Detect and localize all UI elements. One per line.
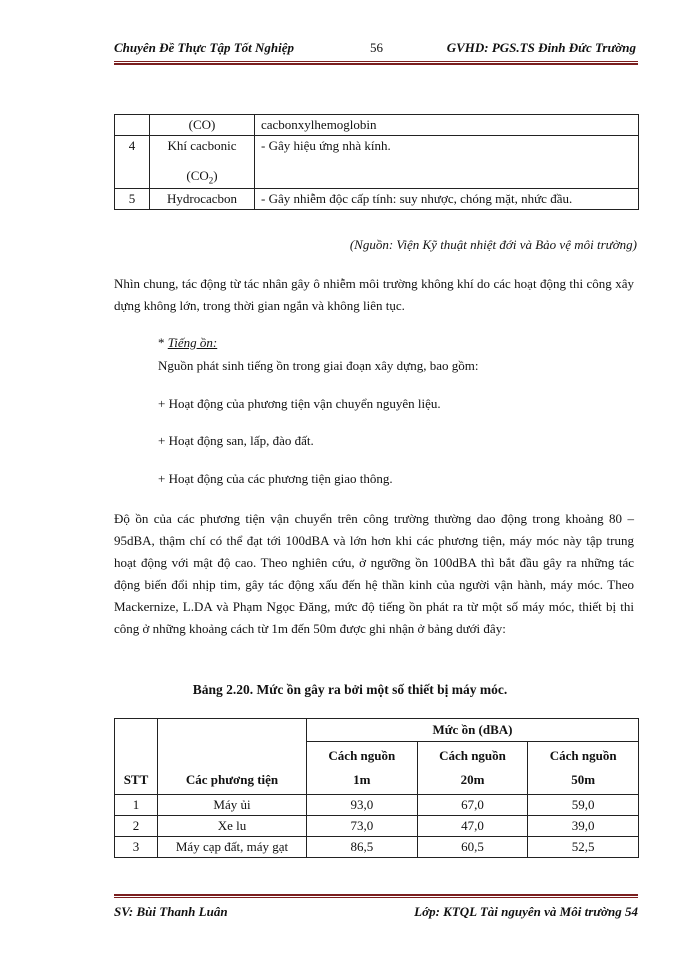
noise-heading: * Tiếng ồn: <box>158 335 218 350</box>
footer-class: Lớp: KTQL Tài nguyên và Môi trường 54 <box>414 904 638 919</box>
header-rule-thick <box>114 63 638 65</box>
table-cell: Máy ủi <box>158 795 307 816</box>
pollutant-formula: $(CO_2)$ <box>186 168 218 186</box>
table-cell: Hydrocacbon <box>150 188 255 209</box>
table-row <box>115 136 639 189</box>
table-cell: 93,0 <box>307 795 418 816</box>
table-cell: - Gây hiệu ứng nhà kính. <box>255 136 639 189</box>
page-header <box>114 38 636 58</box>
table-cell: 2 <box>115 816 158 837</box>
header-noise-group: Mức ồn (dBA) <box>307 719 639 742</box>
noise-level-table <box>114 718 639 858</box>
header-distance: Cách nguồn 50m <box>528 742 639 795</box>
table-cell: Máy cạp đất, máy gạt <box>158 837 307 858</box>
header-advisor: GVHD: PGS.TS Đinh Đức Trường <box>446 40 636 55</box>
pollutant-table <box>114 114 639 210</box>
list-item: + Hoạt động san, lấp, đào đất. <box>158 433 314 448</box>
header-rule-thin <box>114 61 638 62</box>
noise-intro: Nguồn phát sinh tiếng ồn trong giai đoạn xây dựng, bao gồm: <box>158 358 479 373</box>
source-note: (Nguồn: Viện Kỹ thuật nhiệt đới và Bảo vệ môi trường) <box>349 237 637 252</box>
table-cell: 5 <box>115 188 150 209</box>
page-footer <box>114 904 638 922</box>
table-row <box>115 795 639 816</box>
table-cell: 39,0 <box>528 816 639 837</box>
header-stt: STT <box>115 719 158 795</box>
table-cell: 1 <box>115 795 158 816</box>
footer-rule-thin <box>114 897 638 898</box>
table-cell: 73,0 <box>307 816 418 837</box>
table-row <box>115 115 639 136</box>
table-cell: 47,0 <box>417 816 528 837</box>
table-cell: cacbonxylhemoglobin <box>255 115 639 136</box>
header-distance: Cách nguồn 20m <box>417 742 528 795</box>
table-cell: Xe lu <box>158 816 307 837</box>
table-cell: 67,0 <box>417 795 528 816</box>
table-header-row <box>115 719 639 742</box>
table-row <box>115 188 639 209</box>
paragraph-noise-levels: Độ ồn của các phương tiện vận chuyển trên công trường thường dao động trong khoảng 80 – 95dBA, thậm chí có thể đạt tới 100dBA và lớn hơn khi các phương tiện, máy móc này tập trung hoạt động với mật độ cao. Theo nghiên cứu, ở ngưỡng ồn 100dBA thì bắt đầu gây ra những tác động biến đổi nhịp tim, gây tác động xấu đến hệ thần kinh của người vận hành, máy móc. Theo Mackernize, L.DA và Phạm Ngọc Đăng, mức độ tiếng ồn phát ra từ một số máy móc, thiết bị thi công ở những khoảng cách từ 1m đến 50m được ghi nhận ở bảng dưới đây: <box>114 511 634 636</box>
table-cell: (CO) <box>150 115 255 136</box>
table-cell <box>150 136 255 189</box>
table-cell <box>115 115 150 136</box>
list-item: + Hoạt động của các phương tiện giao thông. <box>158 471 393 486</box>
header-vehicle: Các phương tiện <box>158 719 307 795</box>
table-caption: Bảng 2.20. Mức ồn gây ra bởi một số thiết bị máy móc. <box>192 682 508 697</box>
table-cell: 60,5 <box>417 837 528 858</box>
table-cell: - Gây nhiễm độc cấp tính: suy nhược, chóng mặt, nhức đầu. <box>255 188 639 209</box>
table-cell: 59,0 <box>528 795 639 816</box>
table-cell: 86,5 <box>307 837 418 858</box>
table-cell: 4 <box>115 136 150 189</box>
page-number: 56 <box>370 40 383 55</box>
header-title: Chuyên Đề Thực Tập Tốt Nghiệp <box>114 40 295 55</box>
paragraph-summary: Nhìn chung, tác động từ tác nhân gây ô nhiễm môi trường không khí do các hoạt động thi công xây dựng không lớn, trong thời gian ngắn và không liên tục. <box>114 276 634 313</box>
footer-student: SV: Bùi Thanh Luân <box>114 904 228 919</box>
table-cell: 3 <box>115 837 158 858</box>
pollutant-name: Khí cacbonic <box>167 138 237 153</box>
table-row <box>115 837 639 858</box>
footer-rule-thick <box>114 894 638 896</box>
table-row <box>115 816 639 837</box>
header-distance: Cách nguồn 1m <box>307 742 418 795</box>
table-cell: 52,5 <box>528 837 639 858</box>
list-item: + Hoạt động của phương tiện vận chuyển nguyên liệu. <box>158 396 441 411</box>
